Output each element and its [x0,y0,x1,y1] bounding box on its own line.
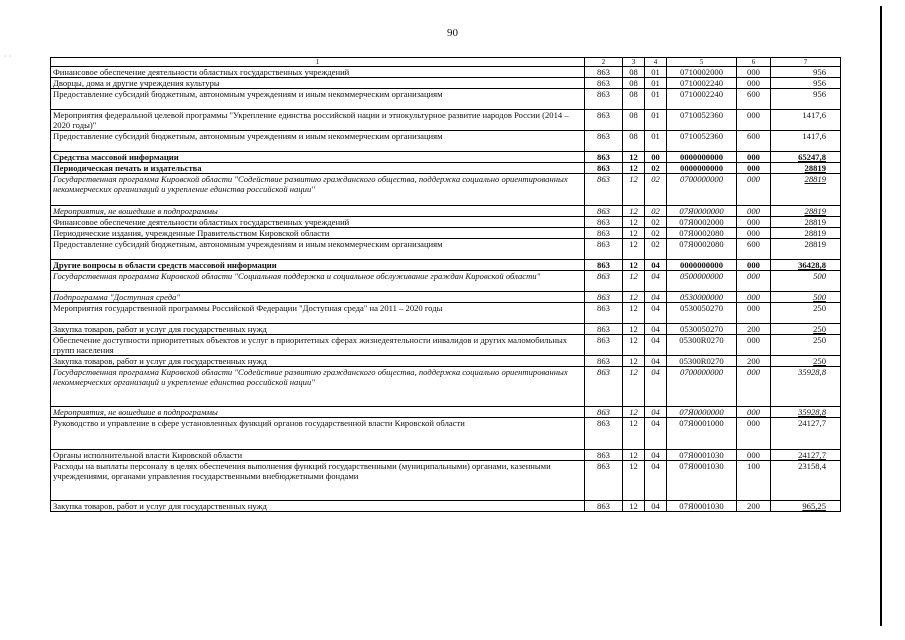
table-row [51,78,841,89]
row-ministry-code: 863 [585,324,623,335]
row-section-code: 12 [623,418,645,450]
table-row [51,407,841,418]
row-section-code: 08 [623,89,645,110]
row-ministry-code: 863 [585,110,623,131]
table-row [51,335,841,356]
row-subsection-code: 01 [645,78,667,89]
row-expense-type: 000 [737,292,771,303]
row-amount: 28819 [771,217,841,228]
row-expense-type: 000 [737,335,771,356]
row-amount: 35928,8 [771,407,841,418]
row-subsection-code: 04 [645,303,667,324]
row-amount: 36428,8 [771,260,841,271]
row-section-code: 12 [623,324,645,335]
row-target-article: 07Я0002080 [667,239,737,260]
row-amount: 28819 [771,228,841,239]
row-amount: 500 [771,271,841,292]
row-expense-type: 000 [737,78,771,89]
row-name: Предоставление субсидий бюджетным, автономным учреждениям и иным некоммерческим организациям [51,89,585,110]
row-amount: 956 [771,89,841,110]
row-target-article: 0000000000 [667,152,737,163]
table-row [51,174,841,206]
row-amount: 28819 [771,239,841,260]
row-expense-type: 000 [737,418,771,450]
table-row [51,292,841,303]
header-cell: 5 [667,58,737,67]
row-section-code: 12 [623,163,645,174]
row-ministry-code: 863 [585,418,623,450]
row-name: Мероприятия государственной программы Российской Федерации "Доступная среда" на 2011 – 2020 годы [51,303,585,324]
row-ministry-code: 863 [585,89,623,110]
row-section-code: 08 [623,78,645,89]
row-subsection-code: 04 [645,501,667,512]
row-name: Финансовое обеспечение деятельности областных государственных учреждений [51,67,585,78]
row-ministry-code: 863 [585,163,623,174]
row-section-code: 12 [623,217,645,228]
row-subsection-code: 04 [645,271,667,292]
row-target-article: 07Я0000000 [667,206,737,217]
row-expense-type: 000 [737,407,771,418]
header-row [51,58,841,67]
row-section-code: 12 [623,152,645,163]
table-row [51,239,841,260]
row-name: Периодические издания, учрежденные Правительством Кировской области [51,228,585,239]
table-row [51,271,841,292]
table-row [51,418,841,450]
row-amount: 35928,8 [771,367,841,407]
row-name: Мероприятия, не вошедшие в подпрограммы [51,407,585,418]
row-name: Финансовое обеспечение деятельности областных государственных учреждений [51,217,585,228]
row-target-article: 0710052360 [667,131,737,152]
row-amount: 965,25 [771,501,841,512]
row-ministry-code: 863 [585,174,623,206]
row-ministry-code: 863 [585,407,623,418]
row-expense-type: 000 [737,163,771,174]
row-target-article: 0530050270 [667,324,737,335]
row-ministry-code: 863 [585,228,623,239]
row-expense-type: 600 [737,131,771,152]
row-section-code: 12 [623,407,645,418]
row-section-code: 12 [623,501,645,512]
row-target-article: 0700000000 [667,174,737,206]
row-subsection-code: 04 [645,324,667,335]
row-expense-type: 000 [737,206,771,217]
table-row [51,356,841,367]
row-subsection-code: 01 [645,67,667,78]
row-ministry-code: 863 [585,303,623,324]
row-ministry-code: 863 [585,152,623,163]
row-target-article: 07Я0001030 [667,461,737,501]
row-amount: 250 [771,303,841,324]
row-section-code: 12 [623,450,645,461]
row-expense-type: 600 [737,239,771,260]
row-name: Закупка товаров, работ и услуг для государственных нужд [51,356,585,367]
row-name: Предоставление субсидий бюджетным, автономным учреждениям и иным некоммерческим организациям [51,131,585,152]
table-row [51,67,841,78]
row-target-article: 05300R0270 [667,356,737,367]
row-amount: 250 [771,335,841,356]
row-subsection-code: 02 [645,163,667,174]
row-expense-type: 000 [737,174,771,206]
row-name: Руководство и управление в сфере установленных функций органов государственной власти Кировской области [51,418,585,450]
table-row [51,367,841,407]
row-section-code: 08 [623,67,645,78]
row-subsection-code: 04 [645,450,667,461]
row-subsection-code: 04 [645,292,667,303]
row-section-code: 12 [623,303,645,324]
row-target-article: 0500000000 [667,271,737,292]
row-expense-type: 200 [737,501,771,512]
row-section-code: 12 [623,461,645,501]
table-row [51,450,841,461]
page-number: 90 [447,27,458,39]
row-name: Обеспечение доступности приоритетных объектов и услуг в приоритетных сферах жизнедеятельности инвалидов и других маломобильных групп населения [51,335,585,356]
row-subsection-code: 04 [645,367,667,407]
row-ministry-code: 863 [585,239,623,260]
header-cell: 2 [585,58,623,67]
row-name: Средства массовой информации [51,152,585,163]
row-subsection-code: 04 [645,260,667,271]
table-row [51,217,841,228]
row-target-article: 05300R0270 [667,335,737,356]
row-target-article: 0000000000 [667,163,737,174]
row-subsection-code: 04 [645,335,667,356]
row-name: Периодическая печать и издательства [51,163,585,174]
row-subsection-code: 02 [645,174,667,206]
row-ministry-code: 863 [585,67,623,78]
table-row [51,152,841,163]
row-expense-type: 000 [737,110,771,131]
row-name: Закупка товаров, работ и услуг для государственных нужд [51,324,585,335]
row-expense-type: 200 [737,324,771,335]
row-ministry-code: 863 [585,217,623,228]
row-amount: 1417,6 [771,110,841,131]
row-amount: 28819 [771,206,841,217]
row-subsection-code: 02 [645,217,667,228]
row-ministry-code: 863 [585,78,623,89]
table-row [51,163,841,174]
row-name: Органы исполнительной власти Кировской области [51,450,585,461]
row-subsection-code: 04 [645,461,667,501]
header-cell: 4 [645,58,667,67]
budget-table [50,57,841,512]
table-row [51,228,841,239]
row-section-code: 12 [623,271,645,292]
table-row [51,303,841,324]
row-expense-type: 000 [737,228,771,239]
table-row [51,324,841,335]
row-name: Мероприятия, не вошедшие в подпрограммы [51,206,585,217]
table-row [51,501,841,512]
row-subsection-code: 02 [645,228,667,239]
row-expense-type: 000 [737,450,771,461]
row-amount: 28819 [771,163,841,174]
row-name: Подпрограмма "Доступная среда" [51,292,585,303]
table-row [51,131,841,152]
row-ministry-code: 863 [585,501,623,512]
table-row [51,260,841,271]
row-section-code: 12 [623,260,645,271]
row-target-article: 0710052360 [667,110,737,131]
row-subsection-code: 01 [645,110,667,131]
row-amount: 956 [771,67,841,78]
row-amount: 500 [771,292,841,303]
row-target-article: 0710002240 [667,78,737,89]
row-section-code: 08 [623,131,645,152]
row-subsection-code: 00 [645,152,667,163]
header-cell: 3 [623,58,645,67]
row-section-code: 12 [623,206,645,217]
row-expense-type: 600 [737,89,771,110]
row-ministry-code: 863 [585,335,623,356]
row-ministry-code: 863 [585,356,623,367]
row-ministry-code: 863 [585,271,623,292]
scan-mark: · · [4,52,12,61]
row-target-article: 0710002240 [667,89,737,110]
row-amount: 24127,7 [771,450,841,461]
row-name: Другие вопросы в области средств массовой информации [51,260,585,271]
row-amount: 250 [771,324,841,335]
table-row [51,206,841,217]
row-target-article: 07Я0000000 [667,407,737,418]
row-target-article: 0700000000 [667,367,737,407]
row-ministry-code: 863 [585,206,623,217]
row-name: Дворцы, дома и другие учреждения культуры [51,78,585,89]
row-section-code: 12 [623,335,645,356]
row-ministry-code: 863 [585,367,623,407]
row-ministry-code: 863 [585,450,623,461]
row-subsection-code: 04 [645,356,667,367]
header-cell: 6 [737,58,771,67]
row-target-article: 0000000000 [667,260,737,271]
row-expense-type: 000 [737,152,771,163]
row-subsection-code: 02 [645,206,667,217]
row-target-article: 07Я0001030 [667,450,737,461]
row-target-article: 07Я0002000 [667,217,737,228]
row-amount: 956 [771,78,841,89]
row-subsection-code: 04 [645,407,667,418]
row-name: Государственная программа Кировской области "Содействие развитию гражданского общества, поддержка социально ориентированных некоммерческих организаций и укрепление единства российской нации" [51,174,585,206]
row-subsection-code: 02 [645,239,667,260]
row-amount: 1417,6 [771,131,841,152]
row-target-article: 0710002000 [667,67,737,78]
row-section-code: 12 [623,239,645,260]
row-subsection-code: 01 [645,131,667,152]
row-name: Закупка товаров, работ и услуг для государственных нужд [51,501,585,512]
row-target-article: 0530050270 [667,303,737,324]
row-section-code: 08 [623,110,645,131]
row-expense-type: 200 [737,356,771,367]
row-amount: 250 [771,356,841,367]
row-expense-type: 000 [737,271,771,292]
row-name: Мероприятия федеральной целевой программы "Укрепление единства российской нации и этнокультурное развитие народов России (2014 – 2020 годы)" [51,110,585,131]
row-expense-type: 000 [737,217,771,228]
row-expense-type: 100 [737,461,771,501]
row-expense-type: 000 [737,67,771,78]
table-row [51,89,841,110]
row-name: Расходы на выплаты персоналу в целях обеспечения выполнения функций государственными (муниципальными) органами, казенными учреждениями, органами управления государственными внебюджетными фондами [51,461,585,501]
row-ministry-code: 863 [585,461,623,501]
row-ministry-code: 863 [585,292,623,303]
row-section-code: 12 [623,174,645,206]
row-expense-type: 000 [737,303,771,324]
row-amount: 24127,7 [771,418,841,450]
row-target-article: 0530000000 [667,292,737,303]
header-cell: 7 [771,58,841,67]
margin-rule [880,6,882,626]
table-row [51,110,841,131]
row-amount: 28819 [771,174,841,206]
row-name: Государственная программа Кировской области "Социальная поддержка и социальное обслуживание граждан Кировской области" [51,271,585,292]
row-section-code: 12 [623,228,645,239]
row-expense-type: 000 [737,367,771,407]
row-subsection-code: 01 [645,89,667,110]
header-cell: 1 [51,58,585,67]
row-subsection-code: 04 [645,418,667,450]
row-ministry-code: 863 [585,131,623,152]
row-ministry-code: 863 [585,260,623,271]
row-amount: 23158,4 [771,461,841,501]
row-section-code: 12 [623,356,645,367]
row-target-article: 07Я0001030 [667,501,737,512]
row-section-code: 12 [623,292,645,303]
row-target-article: 07Я0002080 [667,228,737,239]
table-row [51,461,841,501]
row-expense-type: 000 [737,260,771,271]
row-target-article: 07Я0001000 [667,418,737,450]
row-section-code: 12 [623,367,645,407]
row-name: Государственная программа Кировской области "Содействие развитию гражданского общества, поддержка социально ориентированных некоммерческих организаций и укрепление единства российской нации" [51,367,585,407]
row-name: Предоставление субсидий бюджетным, автономным учреждениям и иным некоммерческим организациям [51,239,585,260]
row-amount: 65247,8 [771,152,841,163]
